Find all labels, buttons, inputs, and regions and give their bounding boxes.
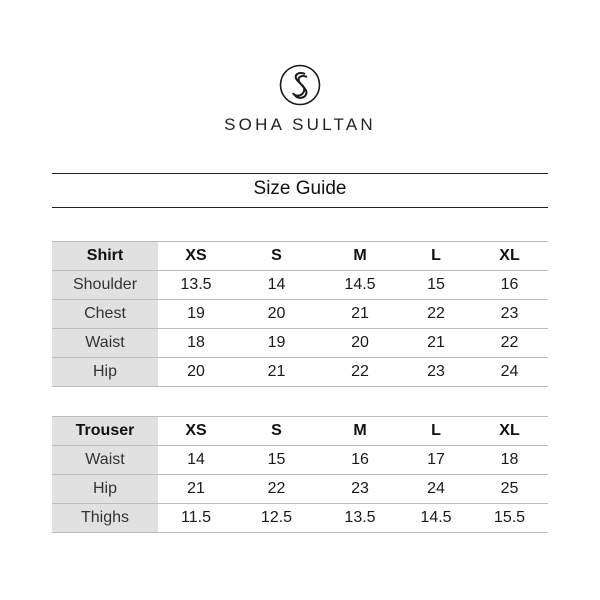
table-cell: 16 — [319, 446, 401, 475]
table-cell: 15.5 — [471, 504, 548, 533]
size-guide-title: Size Guide — [253, 178, 347, 199]
row-label-shoulder: Shoulder — [52, 271, 158, 300]
row-label-hip: Hip — [52, 358, 158, 387]
table-row — [52, 475, 548, 504]
table-cell: 19 — [234, 329, 319, 358]
table-cell: 24 — [401, 475, 471, 504]
trouser-table-label: Trouser — [52, 417, 158, 446]
table-cell: 24 — [471, 358, 548, 387]
table-cell: 21 — [158, 475, 234, 504]
row-label-waist: Waist — [52, 446, 158, 475]
table-cell: 25 — [471, 475, 548, 504]
row-label-waist: Waist — [52, 329, 158, 358]
table-row — [52, 446, 548, 475]
brand-name: SOHA SULTAN — [224, 115, 376, 134]
top-rule — [52, 173, 548, 174]
table-cell: 16 — [471, 271, 548, 300]
table-cell: 14.5 — [319, 271, 401, 300]
shirt-size-table — [52, 241, 548, 387]
table-cell: 20 — [234, 300, 319, 329]
table-cell: 12.5 — [234, 504, 319, 533]
table-cell: 18 — [158, 329, 234, 358]
table-cell: 17 — [401, 446, 471, 475]
table-cell: 19 — [158, 300, 234, 329]
table-cell: 20 — [158, 358, 234, 387]
size-header-xs: XS — [158, 417, 234, 446]
table-cell: 21 — [401, 329, 471, 358]
row-label-thighs: Thighs — [52, 504, 158, 533]
row-label-chest: Chest — [52, 300, 158, 329]
size-header-l: L — [401, 417, 471, 446]
table-cell: 14.5 — [401, 504, 471, 533]
table-cell: 11.5 — [158, 504, 234, 533]
size-header-l: L — [401, 242, 471, 271]
table-row — [52, 300, 548, 329]
size-header-xl: XL — [471, 417, 548, 446]
table-cell: 21 — [319, 300, 401, 329]
table-cell: 21 — [234, 358, 319, 387]
table-row — [52, 358, 548, 387]
size-header-m: M — [319, 242, 401, 271]
trouser-size-table — [52, 416, 548, 533]
size-header-xl: XL — [471, 242, 548, 271]
bottom-rule — [52, 207, 548, 208]
table-cell: 15 — [401, 271, 471, 300]
table-row — [52, 504, 548, 533]
ss-monogram-icon — [279, 64, 321, 106]
table-cell: 23 — [401, 358, 471, 387]
table-cell: 23 — [471, 300, 548, 329]
table-cell: 14 — [158, 446, 234, 475]
table-cell: 15 — [234, 446, 319, 475]
table-cell: 22 — [401, 300, 471, 329]
table-cell: 22 — [319, 358, 401, 387]
size-header-s: S — [234, 417, 319, 446]
table-row — [52, 271, 548, 300]
table-cell: 18 — [471, 446, 548, 475]
table-cell: 20 — [319, 329, 401, 358]
table-cell: 13.5 — [158, 271, 234, 300]
size-header-m: M — [319, 417, 401, 446]
trouser-header-row — [52, 417, 548, 446]
table-row — [52, 329, 548, 358]
size-header-s: S — [234, 242, 319, 271]
shirt-table-label: Shirt — [52, 242, 158, 271]
row-label-hip: Hip — [52, 475, 158, 504]
table-cell: 22 — [234, 475, 319, 504]
table-cell: 13.5 — [319, 504, 401, 533]
shirt-header-row — [52, 242, 548, 271]
table-cell: 22 — [471, 329, 548, 358]
table-cell: 14 — [234, 271, 319, 300]
table-cell: 23 — [319, 475, 401, 504]
size-header-xs: XS — [158, 242, 234, 271]
